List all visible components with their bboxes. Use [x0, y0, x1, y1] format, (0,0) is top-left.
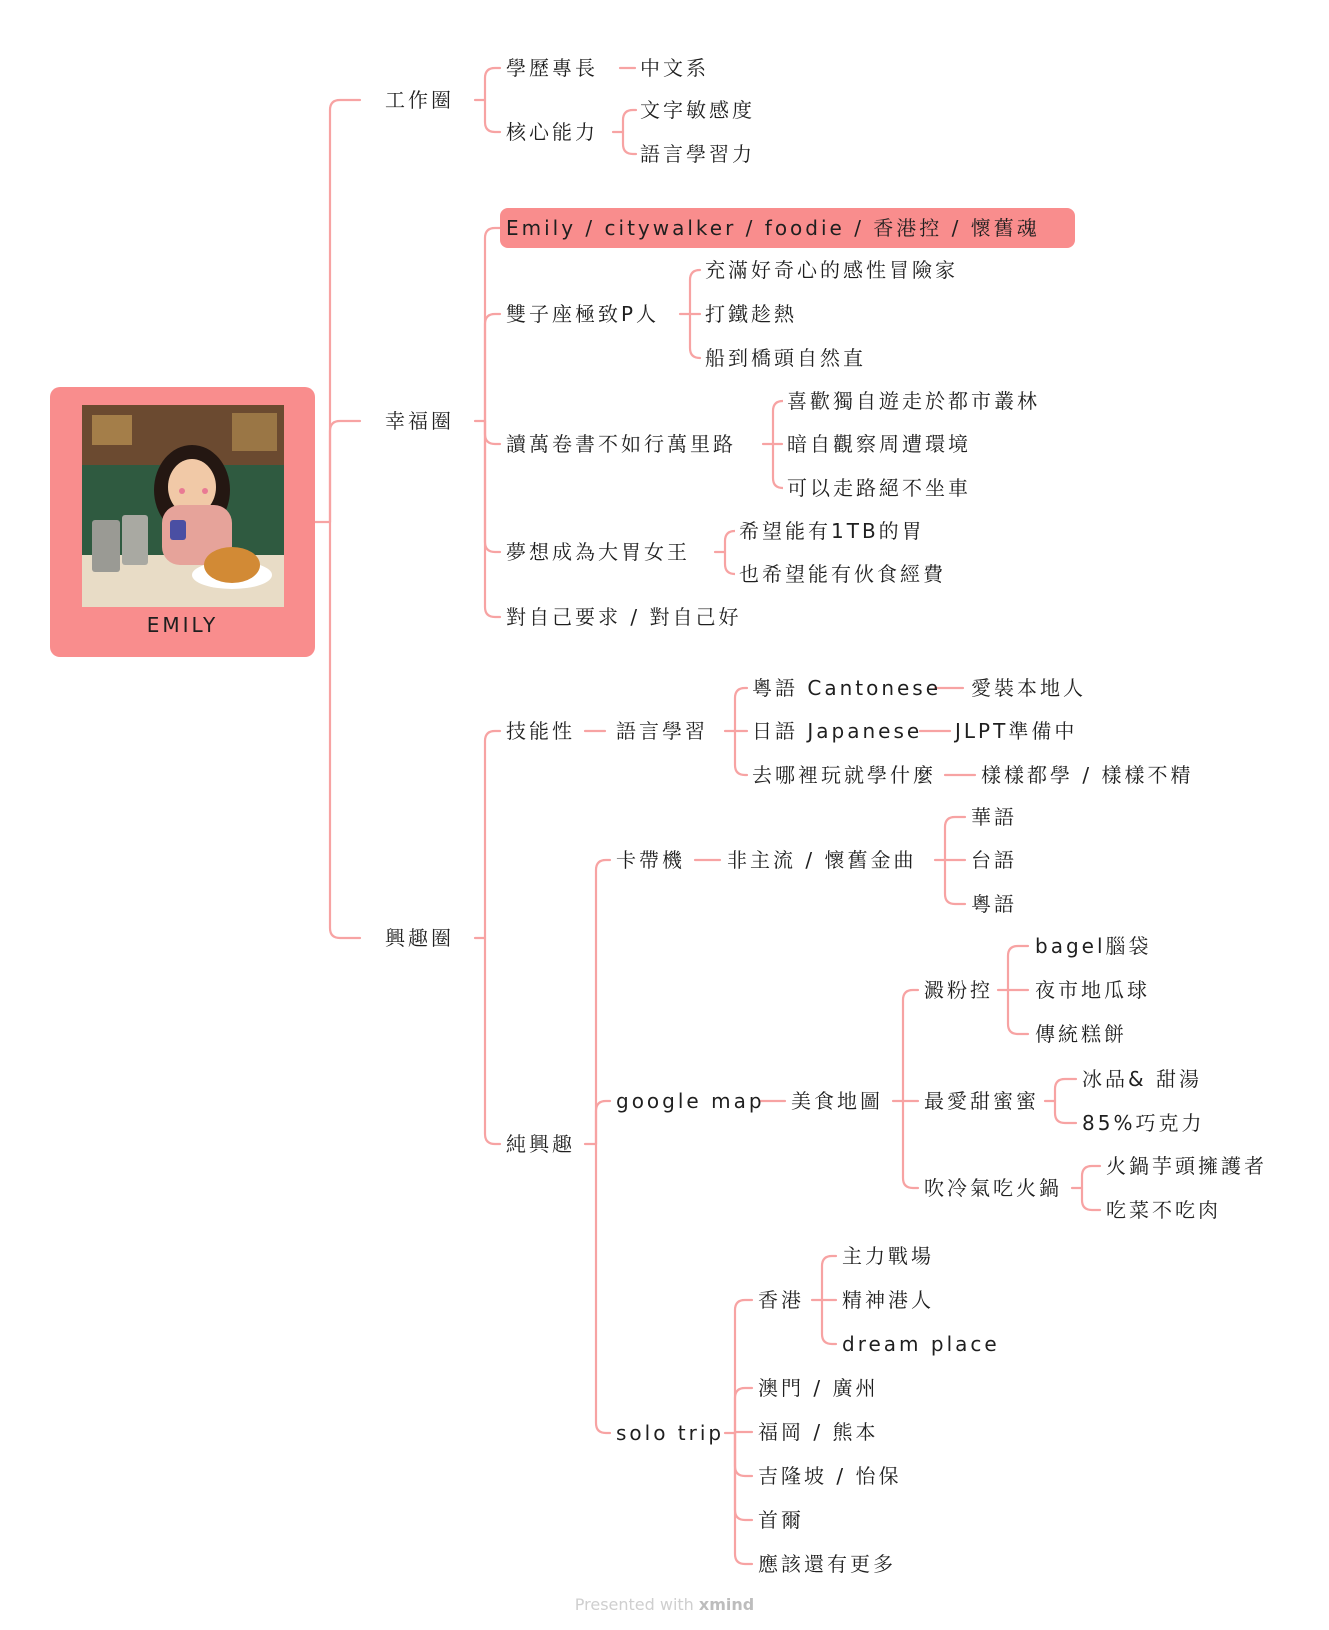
node-hotpot-item[interactable]: 吃菜不吃肉	[1106, 1198, 1221, 1222]
node-lang-value[interactable]: JLPT準備中	[955, 719, 1078, 743]
connector-line	[822, 1300, 836, 1344]
connector-line	[725, 552, 735, 574]
connector-line	[903, 1101, 918, 1188]
connector-line	[485, 228, 500, 421]
node-core[interactable]: 核心能力	[506, 120, 598, 144]
node-gemini-item[interactable]: 充滿好奇心的感性冒險家	[705, 258, 958, 282]
node-hongkong-item[interactable]: dream place	[842, 1332, 1000, 1356]
node-cassette-genre[interactable]: 非主流 / 懷舊金曲	[727, 848, 917, 872]
node-place[interactable]: 澳門 / 廣州	[758, 1376, 879, 1400]
node-travel-item[interactable]: 暗自觀察周遭環境	[787, 432, 971, 456]
connector-line	[903, 990, 918, 1101]
node-travel-item[interactable]: 可以走路絕不坐車	[787, 476, 971, 500]
node-hongkong-item[interactable]: 主力戰場	[842, 1244, 934, 1268]
connector-line	[330, 522, 360, 938]
root-node[interactable]	[50, 387, 315, 657]
connector-line	[596, 1144, 610, 1433]
node-lang-value[interactable]: 愛裝本地人	[971, 676, 1086, 700]
connector-line	[485, 421, 500, 617]
connector-line	[1082, 1166, 1100, 1188]
branch-happy[interactable]: 幸福圈	[385, 409, 454, 433]
node-lang-value[interactable]: 樣樣都學 / 樣樣不精	[981, 763, 1194, 787]
node-cassette[interactable]: 卡帶機	[616, 848, 685, 872]
avatar	[82, 405, 284, 607]
node-education-value[interactable]: 中文系	[640, 56, 709, 80]
node-starch-item[interactable]: 夜市地瓜球	[1035, 978, 1150, 1002]
connector-line	[1008, 990, 1028, 1034]
connector-line	[773, 444, 783, 488]
node-place[interactable]: 應該還有更多	[758, 1552, 896, 1576]
node-foodie[interactable]: 夢想成為大胃女王	[506, 540, 690, 564]
connector-line	[735, 1300, 752, 1433]
connector-line	[690, 270, 700, 314]
footer-brand: xmind	[698, 1595, 755, 1614]
node-travel-item[interactable]: 喜歡獨自遊走於都市叢林	[787, 389, 1040, 413]
connector-line	[735, 688, 747, 731]
node-starch[interactable]: 澱粉控	[924, 978, 993, 1002]
node-starch-item[interactable]: bagel腦袋	[1035, 934, 1152, 958]
connector-line	[822, 1256, 836, 1300]
connector-line	[1082, 1188, 1100, 1210]
node-foodie-item[interactable]: 也希望能有伙食經費	[739, 562, 946, 586]
connector-line	[773, 401, 783, 444]
node-starch-item[interactable]: 傳統糕餅	[1035, 1022, 1127, 1046]
connector-line	[485, 68, 500, 100]
node-skill[interactable]: 技能性	[506, 719, 575, 743]
connector-line	[623, 132, 636, 154]
avatar-illustration	[82, 405, 284, 607]
node-solo[interactable]: solo trip	[616, 1421, 725, 1445]
connector-line	[1055, 1079, 1076, 1101]
connector-line	[945, 817, 965, 860]
node-core-item[interactable]: 文字敏感度	[640, 98, 755, 122]
connector-line	[690, 314, 700, 358]
connector-line	[725, 531, 735, 552]
node-place[interactable]: 首爾	[758, 1508, 804, 1532]
connector-line	[623, 110, 636, 132]
connector-line	[485, 421, 500, 444]
footer-credit	[0, 1595, 1329, 1614]
node-cassette-item[interactable]: 粵語	[971, 892, 1017, 916]
node-language[interactable]: 語言學習	[616, 719, 708, 743]
node-gemini-item[interactable]: 船到橋頭自然直	[705, 346, 866, 370]
branch-work[interactable]: 工作圈	[385, 88, 454, 112]
node-foodie-item[interactable]: 希望能有1TB的胃	[739, 519, 925, 543]
connector-line	[485, 938, 500, 1144]
connector-line	[735, 1433, 752, 1476]
branch-interest[interactable]: 興趣圈	[385, 926, 454, 950]
root-label: EMILY	[146, 613, 219, 637]
node-gemini-item[interactable]: 打鐵趁熱	[705, 302, 797, 326]
node-lang-item[interactable]: 粵語 Cantonese	[752, 676, 942, 700]
node-gemini[interactable]: 雙子座極致P人	[506, 302, 660, 326]
node-cassette-item[interactable]: 華語	[971, 805, 1017, 829]
node-sweet-item[interactable]: 冰品& 甜湯	[1082, 1067, 1202, 1091]
connector-line	[485, 314, 500, 421]
connector-line	[485, 100, 500, 132]
node-food-map[interactable]: 美食地圖	[791, 1089, 883, 1113]
node-tagline[interactable]: Emily / citywalker / foodie / 香港控 / 懷舊魂	[506, 216, 1040, 240]
node-pure[interactable]: 純興趣	[506, 1132, 575, 1156]
node-sweet[interactable]: 最愛甜蜜蜜	[924, 1089, 1039, 1113]
connector-line	[945, 860, 965, 904]
connector-line	[735, 1433, 752, 1564]
connector-line	[1055, 1101, 1076, 1123]
node-hotpot[interactable]: 吹冷氣吃火鍋	[924, 1176, 1062, 1200]
node-core-item[interactable]: 語言學習力	[640, 142, 755, 166]
node-hongkong[interactable]: 香港	[758, 1288, 804, 1312]
node-education[interactable]: 學歷專長	[506, 56, 598, 80]
connector-line	[735, 731, 747, 775]
connector-line	[330, 421, 360, 522]
connector-line	[596, 1101, 610, 1144]
node-self[interactable]: 對自己要求 / 對自己好	[506, 605, 742, 629]
connector-line	[735, 1388, 752, 1433]
node-lang-item[interactable]: 日語 Japanese	[752, 719, 923, 743]
connector-line	[485, 731, 500, 938]
node-gmap[interactable]: google map	[616, 1089, 765, 1113]
node-hongkong-item[interactable]: 精神港人	[842, 1288, 934, 1312]
node-place[interactable]: 吉隆坡 / 怡保	[758, 1464, 902, 1488]
connector-line	[1008, 946, 1028, 990]
footer-prefix: Presented with	[574, 1595, 694, 1614]
node-hotpot-item[interactable]: 火鍋芋頭擁護者	[1106, 1154, 1267, 1178]
node-place[interactable]: 福岡 / 熊本	[758, 1420, 879, 1444]
connector-line	[330, 100, 360, 522]
node-sweet-item[interactable]: 85%巧克力	[1082, 1111, 1205, 1135]
node-travel[interactable]: 讀萬卷書不如行萬里路	[506, 432, 736, 456]
node-cassette-item[interactable]: 台語	[971, 848, 1017, 872]
node-lang-item[interactable]: 去哪裡玩就學什麼	[752, 763, 936, 787]
